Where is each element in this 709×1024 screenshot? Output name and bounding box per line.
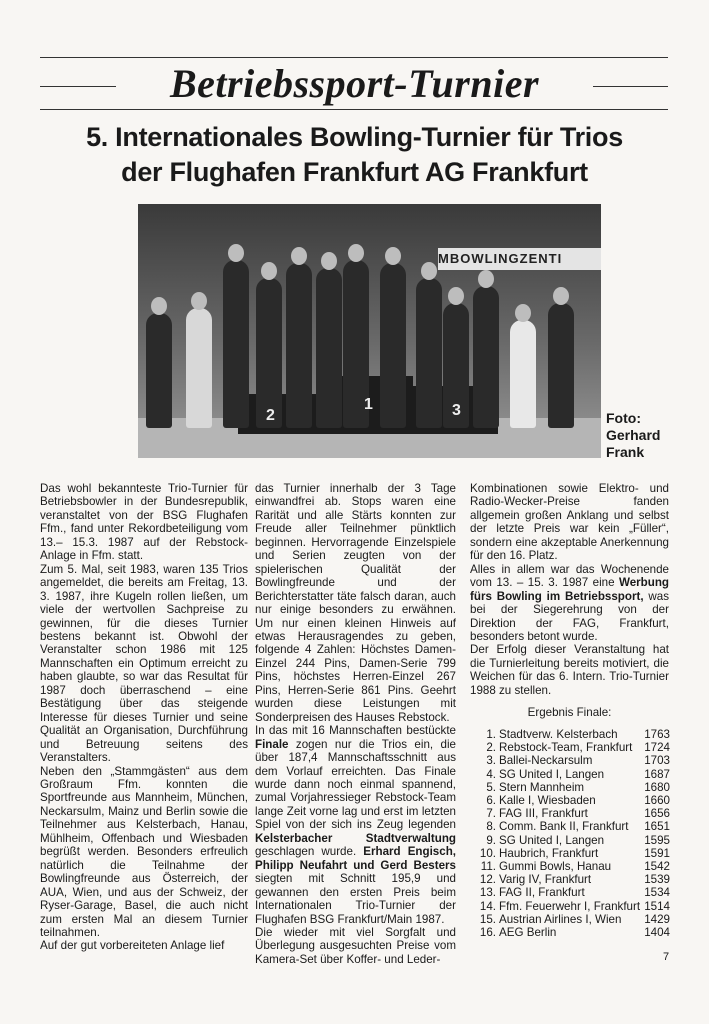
- result-rank: 11.: [480, 860, 496, 874]
- result-row: [474, 728, 670, 741]
- result-team: AEG Berlin: [499, 926, 557, 940]
- emphasis-text: Erhard Engisch, Philipp Neufahrt und Gerd Besters: [255, 845, 457, 872]
- person-silhouette: [316, 268, 342, 428]
- result-row: [474, 794, 670, 807]
- person-head: [261, 262, 277, 280]
- body-text: Neben den „Stammgästen“ aus dem Großraum Ffm. konnten die Sportfreunde aus Mannheim, München, Neckarsulm, Mainz und Berlin sowie die Teilnehmer aus Kelsterbach, Hanau, Mühlheim, Offenbach und Wiesbaden begrüßt werden. Besonders erfreulich natürlich die Teilnahme der Bowlingfreunde aus Österreich, der AUA, Wien, und aus der Schweiz, der Ryser-Garage, Basel, die auch nicht zum ersten Mal an diesem Turnier teilnahmen.: [40, 764, 248, 939]
- bottom-rule: [40, 109, 668, 110]
- person-silhouette: [186, 308, 212, 428]
- results-table: [474, 728, 670, 939]
- person-silhouette: [223, 260, 249, 428]
- result-score: 1595: [644, 833, 670, 847]
- person-head: [385, 247, 401, 265]
- result-rank: 4.: [486, 767, 496, 781]
- result-score: 1763: [644, 728, 670, 741]
- result-team: Comm. Bank II, Frankfurt: [499, 820, 629, 834]
- article-paragraph: [470, 482, 669, 563]
- body-text: Das wohl bekannteste Trio-Turnier für Betriebsbowler in der Bundesrepublik, veranstaltet von der BSG Flughafen Ffm., fand unter Rekordbeteiligung vom 13.– 15.3. 1987 auf der Rebstock-Anlage in Ffm. statt.: [40, 482, 248, 563]
- result-team: Stern Mannheim: [499, 780, 585, 794]
- result-team: SG United I, Langen: [499, 833, 605, 847]
- body-text: geschlagen wurde.: [255, 845, 364, 859]
- podium-number-1: 1: [364, 396, 373, 413]
- result-score: 1724: [644, 741, 670, 755]
- result-rank: 9.: [486, 833, 496, 847]
- result-score: 1514: [644, 899, 670, 913]
- person-head: [151, 297, 167, 315]
- results-title: Ergebnis Finale:: [527, 706, 612, 719]
- photo-banner: MBOWLINGZENTI: [438, 248, 601, 270]
- result-row: [474, 913, 670, 926]
- result-team: Ballei-Neckarsulm: [499, 754, 593, 768]
- article-paragraph: [40, 939, 248, 952]
- result-rank: 8.: [486, 820, 496, 834]
- body-text: In das mit 16 Mannschaften bestückte: [255, 724, 456, 738]
- result-rank: 14.: [479, 899, 496, 913]
- result-score: 1542: [644, 860, 670, 874]
- result-row: [474, 847, 670, 860]
- article-paragraph: [40, 482, 248, 563]
- result-rank: 3.: [486, 754, 496, 768]
- result-score: 1534: [644, 886, 670, 900]
- page-number: 7: [663, 951, 670, 963]
- caption-line: Gerhard: [606, 427, 661, 443]
- body-text: siegten mit Schnitt 195,9 und gewannen den ersten Preis beim Internationalen Trio-Turnier der Flughafen BSG Frankfurt/Main 1987.: [255, 872, 456, 926]
- result-row: [474, 886, 670, 899]
- body-text: Kombinationen sowie Elektro- und Radio-Wecker-Preise fanden allgemein großen Anklang und selbst der letzte Preis war kein „Füller“, sondern eine akzeptable Anerkennung für den 16. Platz.: [470, 482, 669, 563]
- result-score: 1539: [644, 873, 670, 887]
- article-paragraph: [255, 482, 456, 724]
- result-rank: 7.: [486, 807, 496, 821]
- person-silhouette: [146, 313, 172, 428]
- body-text: zogen nur die Trios ein, die über 187,4 Mannschaftsschnitt aus dem Vorlauf erreichten. Das Finale wurde dann noch einmal spannend, zumal Vorjahressieger Rebstock-Team lange Zeit vorne lag und erst im letzten Spiel von der sich ins Zeug legenden: [255, 737, 456, 832]
- result-score: 1680: [644, 780, 670, 794]
- body-text: das Turnier innerhalb der 3 Tage einwandfrei ab. Stops waren eine Rarität und alle Stärts konnten zur Freude aller Teilnehmer pünktlich beginnen. Hervorragende Einzelspiele und Serien zeugten von der spielerischen Qualität der Bowlingfreunde und der Berichterstatter täte falsch daran, auch nur einige besonders zu erwähnen. Um nur einen kleinen Hinweis auf etwas Herausragendes zu geben, folgende 4 Zahlen: Höchstes Damen-Einzel 244 Pins, Damen-Serie 799 Pins, höchstes Herren-Einzel 267 Pins, Herren-Serie 861 Pins. Geehrt wurden diese Leistungen mit Sonderpreisen des Hauses Rebstock.: [255, 482, 456, 724]
- headline-line-1: 5. Internationales Bowling-Turnier für Trios: [86, 122, 623, 152]
- result-team: Ffm. Feuerwehr I, Frankfurt: [499, 899, 641, 913]
- body-text: was bei der Siegerehrung von der Direktion der FAG, Frankfurt, besonders betont wurde.: [470, 589, 669, 643]
- article-column-2: [255, 482, 456, 966]
- body-text: Zum 5. Mal, seit 1983, waren 135 Trios angemeldet, die bereits am Freitag, 13. 3. 1987, ihre Kugeln rollen ließen, um viele der wertvollen Sachpreise zu gewinnen, für die dieses Turnier bestens bekannt ist. Obwohl der Veranstalter schon 1986 mit 125 Mannschaften ein Optimum erreicht zu haben glaubte, so war das Resultat für 1987 doch überraschend – eine Bestätigung über das steigende Interesse für dieses Turnier und seine Qualität an Organisation, Durchführung und Betreuung seitens des Veranstalters.: [40, 562, 248, 765]
- article-paragraph: [255, 724, 456, 926]
- person-silhouette: [510, 320, 536, 428]
- emphasis-text: Werbung fürs Bowling im Betriebssport,: [470, 576, 669, 603]
- result-rank: 6.: [486, 794, 496, 808]
- top-rule: [40, 57, 668, 58]
- person-silhouette: [548, 303, 574, 428]
- result-team: FAG III, Frankfurt: [499, 807, 588, 821]
- headline: [0, 120, 709, 190]
- podium-number-2: 2: [266, 407, 275, 424]
- result-row: [474, 900, 670, 913]
- result-rank: 1.: [486, 728, 496, 741]
- person-head: [228, 244, 244, 262]
- result-team: Austrian Airlines I, Wien: [499, 912, 622, 926]
- headline-line-2: der Flughafen Frankfurt AG Frankfurt: [121, 157, 588, 187]
- result-row: [474, 807, 670, 820]
- photo-caption: [606, 410, 660, 461]
- article-column-3: [470, 482, 669, 697]
- result-row: [474, 860, 670, 873]
- result-team: Haubrich, Frankfurt: [499, 846, 599, 860]
- result-row: [474, 873, 670, 886]
- result-team: SG United I, Langen: [499, 767, 605, 781]
- result-row: [474, 781, 670, 794]
- result-rank: 12.: [479, 873, 496, 887]
- person-head: [191, 292, 207, 310]
- result-score: 1656: [644, 807, 670, 821]
- result-score: 1703: [644, 754, 670, 768]
- person-head: [291, 247, 307, 265]
- result-row: [474, 768, 670, 781]
- article-paragraph: [470, 643, 669, 697]
- person-silhouette: [416, 278, 442, 428]
- result-row: [474, 834, 670, 847]
- result-team: Kalle I, Wiesbaden: [499, 794, 596, 808]
- people-group: [138, 204, 601, 458]
- podium-number-3: 3: [452, 402, 461, 419]
- article-paragraph: [255, 926, 456, 966]
- person-silhouette: [256, 278, 282, 428]
- article-paragraph: [40, 563, 248, 765]
- body-text: Auf der gut vorbereiteten Anlage lief: [40, 939, 225, 953]
- person-head: [448, 287, 464, 305]
- team-photo: [138, 204, 601, 458]
- result-rank: 13.: [479, 886, 496, 900]
- result-rank: 10.: [479, 846, 496, 860]
- result-score: 1660: [644, 794, 670, 808]
- section-kicker: Betriebssport-Turnier: [169, 61, 540, 106]
- caption-line: Frank: [606, 444, 645, 460]
- result-rank: 16.: [479, 926, 496, 940]
- result-rank: 2.: [486, 741, 496, 755]
- person-silhouette: [473, 286, 499, 428]
- result-row: [474, 926, 670, 939]
- result-score: 1651: [644, 820, 670, 834]
- person-head: [515, 304, 531, 322]
- body-text: Alles in allem war das Wochenende vom 13. – 15. 3. 1987 eine: [470, 562, 669, 590]
- person-silhouette: [380, 263, 406, 428]
- caption-line: Foto:: [606, 410, 641, 426]
- person-head: [553, 287, 569, 305]
- result-team: Rebstock-Team, Frankfurt: [499, 741, 633, 755]
- result-score: 1429: [644, 912, 670, 926]
- person-head: [421, 262, 437, 280]
- body-text: Die wieder mit viel Sorgfalt und Überlegung ausgesuchten Preise vom Kamera-Set über Koffer- und Leder-: [255, 925, 456, 966]
- result-score: 1687: [644, 767, 670, 781]
- result-row: [474, 820, 670, 833]
- article-paragraph: [470, 563, 669, 644]
- result-team: Gummi Bowls, Hanau: [499, 860, 612, 874]
- result-team: Stadtverw. Kelsterbach: [499, 728, 618, 741]
- emphasis-text: Kelsterbacher Stadtverwaltung: [255, 831, 456, 845]
- person-silhouette: [286, 263, 312, 428]
- result-rank: 5.: [486, 780, 496, 794]
- result-score: 1591: [644, 846, 670, 860]
- person-head: [348, 244, 364, 262]
- body-text: Der Erfolg dieser Veranstaltung hat die Turnierleitung bereits motiviert, die Weichen für das 6. Intern. Trio-Turnier 1988 zu stellen.: [470, 643, 669, 697]
- result-team: FAG II, Frankfurt: [499, 886, 585, 900]
- result-rank: 15.: [479, 912, 496, 926]
- result-row: [474, 754, 670, 767]
- result-team: Varig IV, Frankfurt: [499, 873, 592, 887]
- emphasis-text: Finale: [255, 737, 289, 751]
- person-head: [478, 270, 494, 288]
- article-column-1: [40, 482, 248, 953]
- result-row: [474, 741, 670, 754]
- article-paragraph: [40, 765, 248, 940]
- person-head: [321, 252, 337, 270]
- result-score: 1404: [644, 926, 670, 940]
